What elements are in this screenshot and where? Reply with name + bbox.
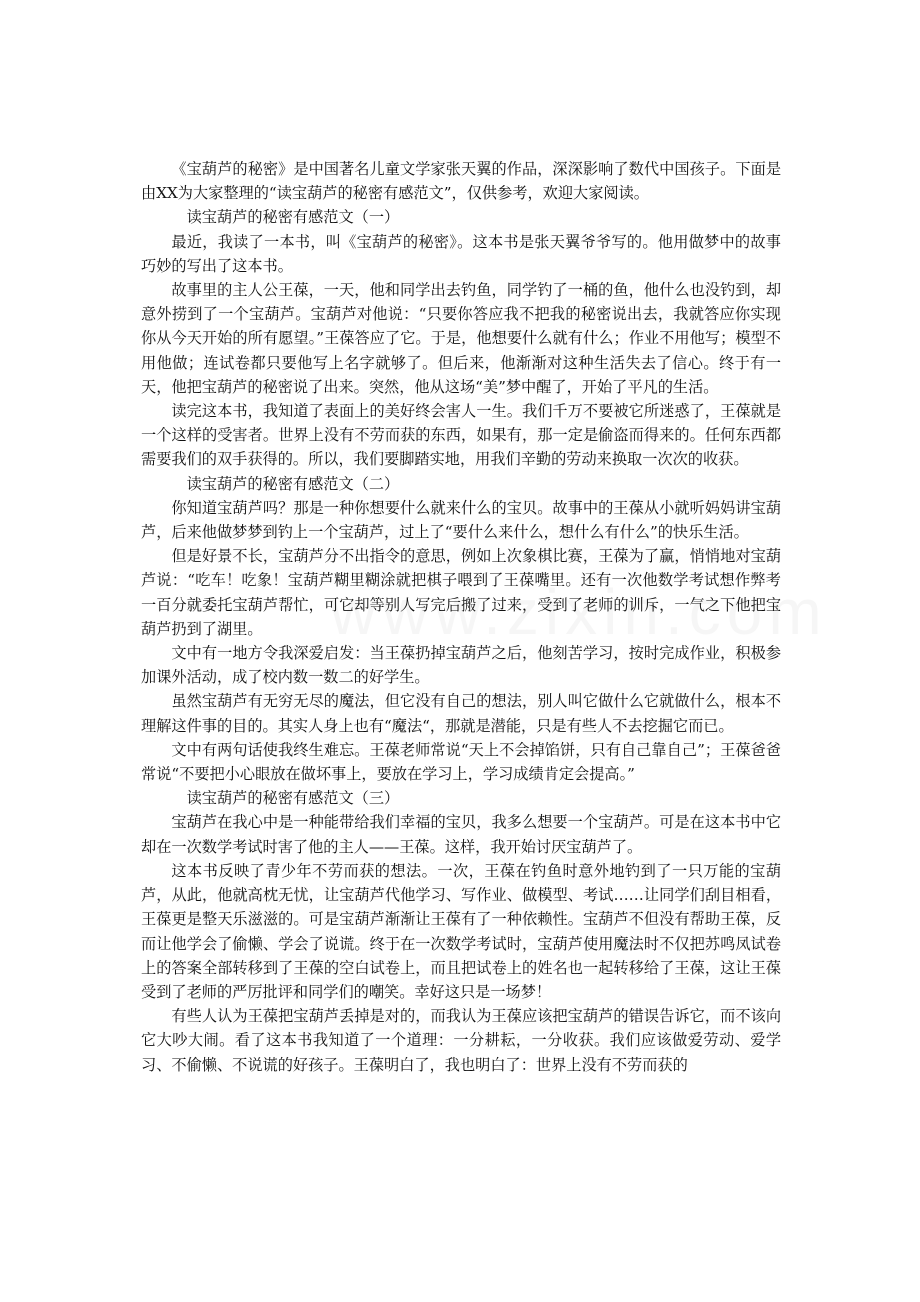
essay-2-paragraph-4: 虽然宝葫芦有无穷无尽的魔法，但它没有自己的想法，别人叫它做什么它就做什么，根本不理解这件事的目的。其实人身上也有“魔法“，那就是潜能，只是有些人不去挖掘它而已。 [141,692,781,735]
intro-paragraph: 《宝葫芦的秘密》是中国著名儿童文学家张天翼的作品，深深影响了数代中国孩子。下面是由XX为大家整理的“读宝葫芦的秘密有感范文”，仅供参考，欢迎大家阅读。 [141,160,781,203]
essay-2-title: 读宝葫芦的秘密有感范文（二） [186,474,400,493]
essay-1-paragraph-1: 最近，我读了一本书，叫《宝葫芦的秘密》。这本书是张天翼爷爷写的。他用做梦中的故事巧妙的写出了这本书。 [141,232,781,275]
essay-1-title: 读宝葫芦的秘密有感范文（一） [186,208,400,227]
essay-1-paragraph-2: 故事里的主人公王葆，一天，他和同学出去钓鱼，同学钓了一桶的鱼，他什么也没钓到，却意外捞到了一个宝葫芦。宝葫芦对他说：“只要你答应我不把我的秘密说出去，我就答应你实现你从今天开始的所有愿望。”王葆答应了它。于是，他想要什么就有什么；作业不用他写；模型不用他做；连试卷都只要他写上名字就够了。但后来，他渐渐对这种生活失去了信心。终于有一天，他把宝葫芦的秘密说了出来。突然，他从这场“美”梦中醒了，开始了平凡的生活。 [141,281,781,396]
essay-3-paragraph-3: 有些人认为王葆把宝葫芦丢掉是对的，而我认为王葆应该把宝葫芦的错误告诉它，而不该向它大吵大闹。看了这本书我知道了一个道理：一分耕耘，一分收获。我们应该做爱劳动、爱学习、不偷懒、不说谎的好孩子。王葆明白了，我也明白了：世界上没有不劳而获的 [141,1007,781,1074]
essay-3-title: 读宝葫芦的秘密有感范文（三） [186,789,400,808]
essay-1-paragraph-3: 读完这本书，我知道了表面上的美好终会害人一生。我们千万不要被它所迷惑了，王葆就是一个这样的受害者。世界上没有不劳而获的东西，如果有，那一定是偷盗而得来的。任何东西都需要我们的双手获得的。所以，我们要脚踏实地，用我们辛勤的劳动来换取一次次的收获。 [141,402,781,469]
essay-2-paragraph-5: 文中有两句话使我终生难忘。王葆老师常说“天上不会掉馅饼，只有自己靠自己”；王葆爸爸常说“不要把小心眼放在做坏事上，要放在学习上，学习成绩肯定会提高。” [141,740,781,784]
essay-2-paragraph-3: 文中有一地方令我深爱启发：当王葆扔掉宝葫芦之后，他刻苦学习，按时完成作业，积极参加课外活动，成了校内数一数二的好学生。 [141,644,781,687]
document-body [141,157,781,1077]
essay-3-paragraph-1: 宝葫芦在我心中是一种能带给我们幸福的宝贝，我多么想要一个宝葫芦。可是在这本书中它却在一次数学考试时害了他的主人——王葆。这样，我开始讨厌宝葫芦了。 [141,813,781,856]
essay-2-paragraph-2: 但是好景不长，宝葫芦分不出指令的意思，例如上次象棋比赛，王葆为了赢，悄悄地对宝葫芦说：“吃车！吃象！宝葫芦糊里糊涂就把棋子喂到了王葆嘴里。还有一次他数学考试想作弊考一百分就委托宝葫芦帮忙，可它却等别人写完后搬了过来，受到了老师的训斥，一气之下他把宝葫芦扔到了湖里。 [141,547,781,638]
essay-2-paragraph-1: 你知道宝葫芦吗？那是一种你想要什么就来什么的宝贝。故事中的王葆从小就听妈妈讲宝葫芦，后来他做梦梦到钓上一个宝葫芦，过上了“要什么来什么，想什么有什么”的快乐生活。 [141,498,781,542]
essay-3-paragraph-2: 这本书反映了青少年不劳而获的想法。一次，王葆在钓鱼时意外地钓到了一只万能的宝葫芦，从此，他就高枕无忧，让宝葫芦代他学习、写作业、做模型、考试……让同学们刮目相看，王葆更是整天乐滋滋的。可是宝葫芦渐渐让王葆有了一种依赖性。宝葫芦不但没有帮助王葆，反而让他学会了偷懒、学会了说谎。终于在一次数学考试时，宝葫芦使用魔法时不仅把苏鸣凤试卷上的答案全部转移到了王葆的空白试卷上，而且把试卷上的姓名也一起转移给了王葆，这让王葆受到了老师的严厉批评和同学们的嘲笑。幸好这只是一场梦！ [141,861,781,1001]
